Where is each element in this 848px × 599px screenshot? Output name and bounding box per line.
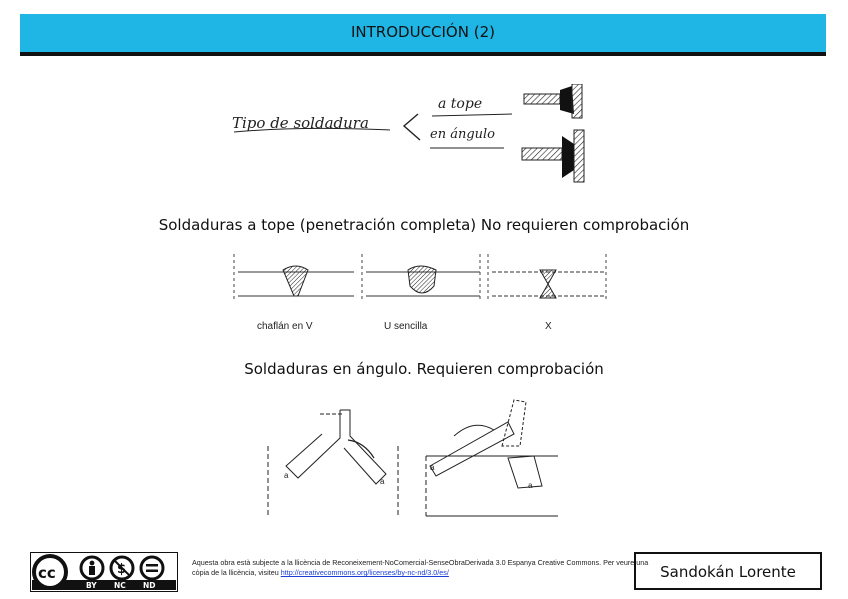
svg-text:cc: cc <box>38 564 56 582</box>
author-box <box>634 552 822 590</box>
x-groove-weld-diagram <box>488 254 606 302</box>
sketch-option-en-angulo: en ángulo <box>430 127 495 142</box>
footer <box>20 552 826 594</box>
fillet-weld-diagram-right <box>426 400 558 516</box>
butt-joint-sketch-icon <box>524 84 582 118</box>
weld-type-sketch <box>222 84 602 194</box>
page-title: INTRODUCCIÓN (2) <box>351 23 495 41</box>
throat-label: a <box>430 463 435 472</box>
cc-badge-by: BY <box>86 581 97 590</box>
cc-badge-nc: NC <box>114 581 126 590</box>
v-groove-weld-diagram <box>234 254 354 302</box>
fillet-weld-diagrams <box>258 396 568 524</box>
sketch-line-1 <box>432 114 512 116</box>
caption-chaflan-v: chaflán en V <box>257 321 313 332</box>
fillet-weld-diagram-left <box>268 410 398 518</box>
license-link[interactable]: http://creativecommons.org/licenses/by-nc-nd/3.0/es/ <box>280 568 449 577</box>
license-text: Aquesta obra està subjecte a la llicència de Reconeixement-NoComercial-SenseObraDerivada 3.0 Espanya Creative Commons. Per veure una còpia de la llicència, visiteu <box>192 558 649 577</box>
sketch-option-a-tope: a tope <box>438 96 483 112</box>
cc-badge-nd: ND <box>143 581 156 590</box>
butt-welds-heading: Soldaduras a tope (penetración completa) No requieren comprobación <box>158 216 690 234</box>
caption-u-sencilla: U sencilla <box>384 321 428 332</box>
throat-label: a <box>284 471 289 480</box>
u-groove-weld-diagram <box>362 254 480 302</box>
sketch-label: Tipo de soldadura <box>232 114 369 132</box>
throat-label: a <box>528 481 533 490</box>
throat-label: a <box>380 477 385 486</box>
brace-icon <box>404 114 420 140</box>
butt-weld-diagrams <box>228 250 618 310</box>
license-notice <box>192 558 662 578</box>
header-divider <box>20 52 826 56</box>
author-name: Sandokán Lorente <box>660 563 796 581</box>
fillet-welds-heading: Soldaduras en ángulo. Requieren comprobación <box>244 360 604 378</box>
caption-x: X <box>545 321 552 332</box>
header-bar <box>20 14 826 52</box>
cc-license-logo[interactable] <box>30 552 178 592</box>
fillet-joint-sketch-icon <box>522 130 584 182</box>
nd-equals-icon <box>141 557 163 579</box>
svg-text:$: $ <box>117 562 127 577</box>
